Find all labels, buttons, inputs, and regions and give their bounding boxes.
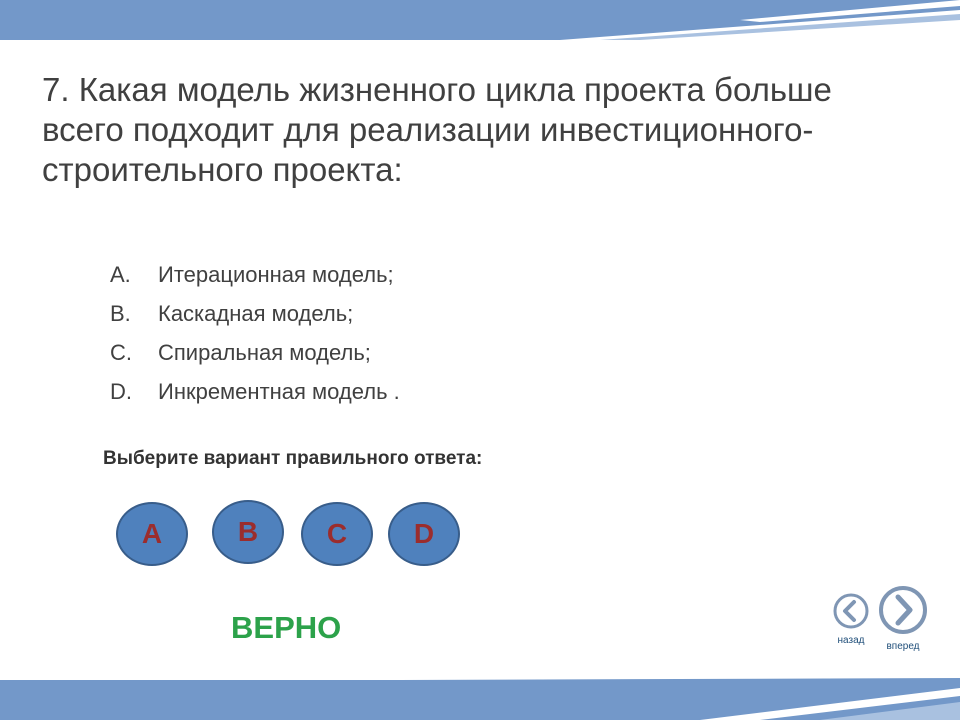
option-text: Спиральная модель;	[158, 339, 371, 365]
back-button[interactable]	[830, 592, 872, 647]
option-text: Каскадная модель;	[158, 300, 354, 326]
chevron-left-icon	[832, 592, 870, 630]
bottom-decorative-band	[0, 674, 960, 720]
answer-prompt: Выберите вариант правильного ответа:	[103, 448, 483, 469]
question-text: 7. Какая модель жизненного цикла проекта больше всего подходит для реализации инвестиционного-строительного проекта:	[42, 71, 832, 188]
answer-button-d[interactable]: D	[388, 502, 460, 566]
option-d	[110, 372, 400, 411]
option-c	[110, 333, 400, 372]
option-letter: C.	[110, 339, 132, 365]
option-b	[110, 294, 400, 333]
option-a	[110, 255, 400, 294]
chevron-right-icon	[877, 584, 929, 636]
forward-button[interactable]	[876, 584, 930, 653]
result-message: ВЕРНО	[231, 610, 342, 645]
answer-options-list	[110, 255, 400, 411]
option-text: Инкрементная модель .	[158, 378, 400, 404]
option-letter: D.	[110, 378, 132, 404]
answer-button-a[interactable]: A	[116, 502, 188, 566]
forward-label: вперед	[886, 641, 920, 652]
option-letter: B.	[110, 300, 131, 326]
answer-button-b[interactable]: B	[212, 500, 284, 564]
option-letter: A.	[110, 261, 131, 287]
option-text: Итерационная модель;	[158, 261, 394, 287]
back-label: назад	[837, 635, 865, 646]
answer-button-c[interactable]: C	[301, 502, 373, 566]
top-decorative-band	[0, 0, 960, 44]
